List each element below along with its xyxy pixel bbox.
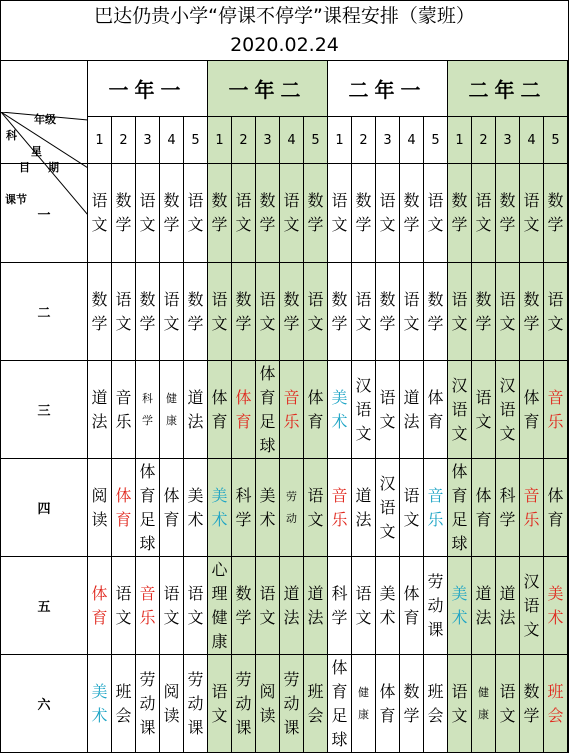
period-label: 二 xyxy=(1,263,88,361)
day-number: 1 xyxy=(88,117,112,164)
subject-text: 体育 xyxy=(547,485,564,529)
subject-text: 健康 xyxy=(358,685,369,721)
schedule-cell xyxy=(328,361,352,459)
schedule-cell xyxy=(448,655,472,753)
schedule-cell xyxy=(376,557,400,655)
schedule-cell xyxy=(448,164,472,263)
schedule-cell xyxy=(160,557,184,655)
day-number: 3 xyxy=(136,117,160,164)
schedule-cell xyxy=(352,164,376,263)
schedule-cell xyxy=(184,361,208,459)
schedule-cell xyxy=(280,361,304,459)
corner-grade-label: 年级 xyxy=(34,113,56,126)
schedule-cell xyxy=(232,263,256,361)
schedule-cell xyxy=(208,459,232,557)
subject-text: 班会 xyxy=(307,681,324,725)
subject-text: 语文 xyxy=(307,485,324,529)
subject-text: 语文 xyxy=(259,583,276,627)
subject-text: 体育 xyxy=(379,681,396,725)
schedule-cell xyxy=(88,459,112,557)
subject-text: 音乐 xyxy=(115,387,132,431)
schedule-cell xyxy=(424,164,448,263)
schedule-cell xyxy=(472,459,496,557)
day-number: 2 xyxy=(472,117,496,164)
subject-text: 美术 xyxy=(451,583,468,627)
subject-text: 体育 xyxy=(523,387,540,431)
subject-text: 汉语文 xyxy=(523,571,540,639)
schedule-cell xyxy=(376,361,400,459)
schedule-cell xyxy=(544,459,568,557)
schedule-cell xyxy=(328,655,352,753)
subject-text: 语文 xyxy=(259,289,276,333)
subject-text: 语文 xyxy=(547,289,564,333)
schedule-cell xyxy=(352,459,376,557)
schedule-cell xyxy=(520,164,544,263)
schedule-cell xyxy=(424,459,448,557)
schedule-cell xyxy=(232,655,256,753)
subject-text: 科学 xyxy=(142,391,153,427)
schedule-cell xyxy=(136,361,160,459)
subject-text: 班会 xyxy=(547,681,564,725)
schedule-cell xyxy=(136,263,160,361)
subject-text: 数学 xyxy=(331,289,348,333)
corner-qi-label: 期 xyxy=(48,161,59,174)
subject-text: 数学 xyxy=(187,289,204,333)
subject-text: 语文 xyxy=(499,681,516,725)
subject-text: 阅读 xyxy=(91,485,108,529)
schedule-cell xyxy=(160,164,184,263)
subject-text: 语文 xyxy=(427,191,444,234)
subject-text: 语文 xyxy=(403,485,420,529)
schedule-cell xyxy=(208,164,232,263)
page-date: 2020.02.24 xyxy=(230,34,339,56)
schedule-cell xyxy=(448,557,472,655)
schedule-cell xyxy=(448,263,472,361)
schedule-cell xyxy=(328,263,352,361)
subject-text: 语文 xyxy=(115,583,132,627)
subject-text: 语文 xyxy=(475,191,492,234)
schedule-cell xyxy=(304,164,328,263)
page-title: 巴达仍贵小学“停课不停学”课程安排（蒙班） xyxy=(94,5,475,27)
schedule-cell xyxy=(400,655,424,753)
subject-text: 体育足球 xyxy=(259,363,276,455)
subject-text: 数学 xyxy=(523,289,540,333)
schedule-cell xyxy=(112,557,136,655)
subject-text: 汉语文 xyxy=(379,473,396,541)
schedule-cell xyxy=(160,655,184,753)
schedule-cell xyxy=(208,557,232,655)
day-number: 2 xyxy=(112,117,136,164)
subject-text: 数学 xyxy=(91,289,108,333)
schedule-cell xyxy=(136,557,160,655)
subject-text: 语文 xyxy=(331,191,348,234)
subject-text: 道法 xyxy=(403,387,420,431)
schedule-cell xyxy=(544,361,568,459)
schedule-cell xyxy=(472,361,496,459)
day-number: 3 xyxy=(256,117,280,164)
subject-text: 音乐 xyxy=(283,387,300,431)
subject-text: 音乐 xyxy=(547,387,564,431)
subject-text: 道法 xyxy=(283,583,300,627)
period-label: 一 xyxy=(1,164,88,263)
subject-text: 道法 xyxy=(91,387,108,431)
schedule-cell xyxy=(352,263,376,361)
schedule-cell xyxy=(136,459,160,557)
schedule-cell xyxy=(496,655,520,753)
period-label: 六 xyxy=(1,655,88,753)
subject-text: 语文 xyxy=(355,289,372,333)
subject-text: 语文 xyxy=(403,289,420,333)
schedule-cell xyxy=(160,459,184,557)
day-number: 5 xyxy=(544,117,568,164)
schedule-cell xyxy=(376,459,400,557)
day-number: 3 xyxy=(496,117,520,164)
subject-text: 美术 xyxy=(259,485,276,529)
subject-text: 道法 xyxy=(355,485,372,529)
subject-text: 语文 xyxy=(91,191,108,234)
subject-text: 体育足球 xyxy=(139,461,156,553)
subject-text: 数学 xyxy=(259,191,276,234)
subject-text: 数学 xyxy=(355,191,372,234)
subject-text: 体育 xyxy=(163,485,180,529)
subject-text: 美术 xyxy=(91,681,108,725)
subject-text: 体育足球 xyxy=(331,657,348,749)
schedule-cell xyxy=(400,361,424,459)
subject-text: 体育 xyxy=(211,387,228,431)
schedule-cell xyxy=(400,557,424,655)
schedule-cell xyxy=(496,164,520,263)
schedule-cell xyxy=(280,263,304,361)
day-number: 2 xyxy=(232,117,256,164)
schedule-cell xyxy=(520,459,544,557)
schedule-cell xyxy=(160,263,184,361)
schedule-cell xyxy=(256,263,280,361)
schedule-cell xyxy=(544,164,568,263)
schedule-cell xyxy=(112,164,136,263)
subject-text: 美术 xyxy=(547,583,564,627)
schedule-cell xyxy=(448,361,472,459)
grade-header-1-1: 一年一 xyxy=(88,61,208,117)
subject-text: 道法 xyxy=(499,583,516,627)
subject-text: 数学 xyxy=(427,289,444,333)
schedule-cell xyxy=(520,263,544,361)
subject-text: 道法 xyxy=(307,583,324,627)
schedule-cell xyxy=(136,164,160,263)
schedule-cell xyxy=(208,655,232,753)
subject-text: 科学 xyxy=(235,485,252,529)
schedule-cell xyxy=(280,655,304,753)
schedule-cell xyxy=(136,655,160,753)
schedule-cell xyxy=(304,557,328,655)
period-label: 五 xyxy=(1,557,88,655)
schedule-cell xyxy=(328,557,352,655)
subject-text: 数学 xyxy=(115,191,132,234)
schedule-cell xyxy=(304,655,328,753)
schedule-cell xyxy=(256,557,280,655)
schedule-cell xyxy=(400,459,424,557)
day-number: 3 xyxy=(376,117,400,164)
subject-text: 语文 xyxy=(211,289,228,333)
subject-text: 语文 xyxy=(187,191,204,234)
schedule-cell xyxy=(88,557,112,655)
schedule-cell xyxy=(208,263,232,361)
schedule-cell xyxy=(160,361,184,459)
subject-text: 数学 xyxy=(235,583,252,627)
day-number: 2 xyxy=(352,117,376,164)
schedule-cell xyxy=(400,164,424,263)
subject-text: 班会 xyxy=(115,681,132,725)
subject-text: 数学 xyxy=(547,191,564,234)
schedule-cell xyxy=(112,655,136,753)
corner-xing-label: 星 xyxy=(31,145,42,158)
subject-text: 语文 xyxy=(523,191,540,234)
schedule-cell xyxy=(232,459,256,557)
subject-text: 体育 xyxy=(427,387,444,431)
subject-text: 劳动课 xyxy=(427,571,444,639)
subject-text: 语文 xyxy=(163,289,180,333)
schedule-cell xyxy=(496,459,520,557)
schedule-cell xyxy=(184,164,208,263)
subject-text: 语文 xyxy=(475,387,492,431)
subject-text: 体育 xyxy=(115,485,132,529)
subject-text: 体育 xyxy=(307,387,324,431)
subject-text: 体育 xyxy=(235,387,252,431)
schedule-cell xyxy=(376,263,400,361)
schedule-cell xyxy=(304,459,328,557)
subject-text: 美术 xyxy=(331,387,348,431)
schedule-cell xyxy=(232,164,256,263)
period-label: 四 xyxy=(1,459,88,557)
subject-text: 数学 xyxy=(451,191,468,234)
schedule-cell xyxy=(88,361,112,459)
schedule-cell xyxy=(424,361,448,459)
subject-text: 音乐 xyxy=(427,485,444,529)
schedule-cell xyxy=(544,557,568,655)
subject-text: 阅读 xyxy=(163,681,180,725)
schedule-cell xyxy=(304,361,328,459)
subject-text: 数学 xyxy=(163,191,180,234)
corner-period-label: 课节 xyxy=(5,193,27,206)
day-number: 4 xyxy=(160,117,184,164)
schedule-cell xyxy=(304,263,328,361)
day-number: 4 xyxy=(400,117,424,164)
subject-text: 劳动课 xyxy=(283,669,300,737)
schedule-cell xyxy=(544,655,568,753)
schedule-cell xyxy=(544,263,568,361)
day-number: 1 xyxy=(328,117,352,164)
subject-text: 语文 xyxy=(379,191,396,234)
subject-text: 语文 xyxy=(451,289,468,333)
subject-text: 体育 xyxy=(403,583,420,627)
subject-text: 美术 xyxy=(211,485,228,529)
subject-text: 体育 xyxy=(475,485,492,529)
subject-text: 数学 xyxy=(283,289,300,333)
schedule-cell xyxy=(352,361,376,459)
schedule-cell xyxy=(448,459,472,557)
schedule-cell xyxy=(184,557,208,655)
subject-text: 语文 xyxy=(499,289,516,333)
schedule-cell xyxy=(256,459,280,557)
subject-text: 劳动课 xyxy=(187,669,204,737)
subject-text: 劳动课 xyxy=(139,669,156,737)
subject-text: 数学 xyxy=(475,289,492,333)
subject-text: 健康 xyxy=(478,685,489,721)
day-number: 4 xyxy=(520,117,544,164)
subject-text: 汉语文 xyxy=(499,375,516,443)
subject-text: 语文 xyxy=(355,583,372,627)
schedule-cell xyxy=(88,655,112,753)
subject-text: 班会 xyxy=(427,681,444,725)
schedule-cell xyxy=(520,361,544,459)
schedule-cell xyxy=(520,655,544,753)
schedule-cell xyxy=(376,164,400,263)
schedule-cell xyxy=(424,263,448,361)
schedule-cell xyxy=(88,263,112,361)
schedule-cell xyxy=(280,557,304,655)
schedule-cell xyxy=(112,361,136,459)
subject-text: 语文 xyxy=(235,191,252,234)
subject-text: 语文 xyxy=(307,289,324,333)
schedule-cell xyxy=(496,263,520,361)
subject-text: 语文 xyxy=(163,583,180,627)
schedule-cell xyxy=(520,557,544,655)
schedule-cell xyxy=(184,459,208,557)
schedule-cell xyxy=(256,164,280,263)
subject-text: 数学 xyxy=(523,681,540,725)
schedule-cell xyxy=(328,459,352,557)
subject-text: 体育足球 xyxy=(451,461,468,553)
header-corner xyxy=(1,61,88,206)
subject-text: 语文 xyxy=(379,387,396,431)
subject-text: 劳动课 xyxy=(235,669,252,737)
schedule-cell xyxy=(496,557,520,655)
subject-text: 阅读 xyxy=(259,681,276,725)
subject-text: 数学 xyxy=(211,191,228,234)
subject-text: 科学 xyxy=(331,583,348,627)
schedule-cell xyxy=(184,263,208,361)
schedule-cell xyxy=(256,361,280,459)
schedule-cell xyxy=(472,164,496,263)
subject-text: 语文 xyxy=(211,681,228,725)
subject-text: 语文 xyxy=(139,191,156,234)
subject-text: 语文 xyxy=(451,681,468,725)
schedule-cell xyxy=(256,655,280,753)
subject-text: 美术 xyxy=(379,583,396,627)
schedule-cell xyxy=(280,459,304,557)
grade-header-2-2: 二年二 xyxy=(448,61,568,117)
subject-text: 道法 xyxy=(475,583,492,627)
day-number: 5 xyxy=(424,117,448,164)
subject-text: 数学 xyxy=(235,289,252,333)
schedule-cell xyxy=(352,557,376,655)
subject-text: 语文 xyxy=(187,583,204,627)
subject-text: 数学 xyxy=(139,289,156,333)
day-number: 4 xyxy=(280,117,304,164)
schedule-cell xyxy=(472,557,496,655)
subject-text: 汉语文 xyxy=(451,375,468,443)
grade-header-1-2: 一年二 xyxy=(208,61,328,117)
schedule-cell xyxy=(400,263,424,361)
schedule-cell xyxy=(232,361,256,459)
subject-text: 数学 xyxy=(403,681,420,725)
corner-mu-label: 目 xyxy=(19,161,30,174)
schedule-cell xyxy=(112,459,136,557)
subject-text: 语文 xyxy=(115,289,132,333)
subject-text: 数学 xyxy=(403,191,420,234)
schedule-cell xyxy=(112,263,136,361)
schedule-cell xyxy=(376,655,400,753)
schedule-cell xyxy=(208,361,232,459)
schedule-cell xyxy=(88,164,112,263)
schedule-cell xyxy=(472,655,496,753)
subject-text: 劳动 xyxy=(286,489,297,525)
period-label: 三 xyxy=(1,361,88,459)
subject-text: 音乐 xyxy=(523,485,540,529)
subject-text: 汉语文 xyxy=(355,375,372,443)
subject-text: 科学 xyxy=(499,485,516,529)
subject-text: 数学 xyxy=(379,289,396,333)
subject-text: 心理健康 xyxy=(211,559,228,651)
grade-header-2-1: 二年一 xyxy=(328,61,448,117)
subject-text: 音乐 xyxy=(331,485,348,529)
subject-text: 体育 xyxy=(91,583,108,627)
schedule-cell xyxy=(280,164,304,263)
subject-text: 健康 xyxy=(166,391,177,427)
schedule-table xyxy=(0,60,568,753)
schedule-cell xyxy=(496,361,520,459)
schedule-cell xyxy=(472,263,496,361)
subject-text: 道法 xyxy=(187,387,204,431)
subject-text: 语文 xyxy=(283,191,300,234)
schedule-cell xyxy=(352,655,376,753)
schedule-cell xyxy=(328,164,352,263)
subject-text: 美术 xyxy=(187,485,204,529)
subject-text: 数学 xyxy=(499,191,516,234)
schedule-cell xyxy=(184,655,208,753)
day-number: 1 xyxy=(208,117,232,164)
subject-text: 音乐 xyxy=(139,583,156,627)
day-number: 5 xyxy=(304,117,328,164)
schedule-cell xyxy=(424,557,448,655)
corner-ke-label: 科 xyxy=(6,129,17,142)
schedule-cell xyxy=(424,655,448,753)
day-number: 1 xyxy=(448,117,472,164)
subject-text: 数学 xyxy=(307,191,324,234)
day-number: 5 xyxy=(184,117,208,164)
schedule-cell xyxy=(232,557,256,655)
